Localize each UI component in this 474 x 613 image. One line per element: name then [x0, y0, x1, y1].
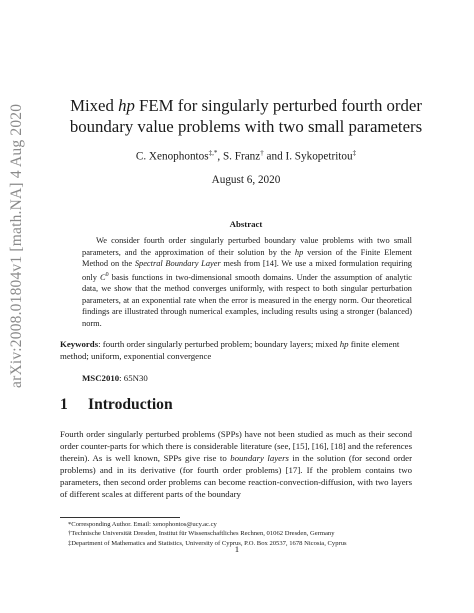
- footnote-rule: [60, 517, 180, 518]
- introduction-paragraph: [60, 428, 412, 501]
- section-title: Introduction: [88, 396, 173, 413]
- paper-date: August 6, 2020: [211, 174, 281, 186]
- arxiv-identifier[interactable]: arXiv:2008.01804v1 [math.NA] 4 Aug 2020: [8, 103, 25, 388]
- footnote-text[interactable]: *Corresponding Author. Email: xenophontos@ucy.ac.cy: [68, 521, 217, 528]
- abstract-text: basis functions in two-dimensional smooth domains. Under the assumption of analytic data, we show that the method converges uniformly, with respect to both singular perturbation parameters, at an exponential rate when the error is measured in the energy norm. Our theoretical findings are illustrated through numerical examples, including results using a stronger (balanced) norm.: [82, 272, 412, 328]
- intro-text: Fourth order singularly perturbed problems (SPPs) have not been studied as much as their second order counter-parts for which there is considerable literature (see, [15], [16], [18] and the references therein). As is well known, SPPs give rise to: [60, 429, 412, 464]
- keywords-text: finite element method; uniform, exponential convergence: [60, 339, 400, 361]
- title-part: Mixed: [70, 96, 119, 115]
- section-heading: [60, 396, 173, 414]
- keywords: [60, 338, 412, 362]
- abstract-hp: hp: [294, 247, 304, 257]
- abstract-sbl: Spectral Boundary Layer: [134, 259, 221, 269]
- intro-text: in the solution (for second order problems) and in its derivative (for fourth order problems) [17]. If the problem contains two parameters, then second order problems can become reaction-convection-diffusion, with two layers of different scales at different parts of the boundary: [60, 453, 412, 500]
- author-list: [60, 149, 432, 163]
- author-mark[interactable]: ‡: [352, 149, 357, 157]
- title-part: FEM for singularly perturbed fourth order: [134, 96, 422, 115]
- intro-emphasis: boundary layers: [230, 453, 289, 464]
- keywords-hp: hp: [339, 339, 349, 349]
- msc-label: MSC2010: [82, 373, 120, 383]
- paper-title: [60, 95, 432, 137]
- footnote-corresponding: [60, 520, 412, 529]
- author-mark[interactable]: †: [260, 149, 264, 157]
- page-number: 1: [234, 544, 240, 554]
- msc-classification: [82, 373, 148, 383]
- author-name: C. Xenophontos: [135, 150, 209, 163]
- abstract-c0: C: [100, 272, 106, 282]
- author-name: , S. Franz: [217, 150, 261, 163]
- msc-value: : 65N30: [119, 373, 148, 383]
- abstract-text: We consider fourth order singularly perturbed boundary value problems with two small parameters, and the approximation of their solution by the: [82, 236, 412, 257]
- author-mark[interactable]: ‡,*: [208, 149, 218, 157]
- section-number: 1: [60, 396, 68, 413]
- abstract-c0-sup: 0: [105, 271, 109, 278]
- title-hp: hp: [118, 96, 135, 115]
- keywords-label: Keywords: [60, 339, 99, 349]
- footnote-dresden: †Technische Universität Dresden, Institut für Wissenschaftliches Rechnen, 01062 Dresden, Germany: [68, 530, 335, 538]
- abstract-text: mesh from [14]. We use a mixed formulation requiring only: [82, 259, 412, 282]
- abstract-heading: Abstract: [229, 219, 263, 229]
- author-name: and I. Sykopetritou: [263, 150, 353, 163]
- abstract-text: version of the Finite Element Method on the: [82, 247, 413, 269]
- keywords-text: : fourth order singularly perturbed problem; boundary layers; mixed: [98, 339, 340, 349]
- footnote-cyprus: ‡Department of Mathematics and Statistics, University of Cyprus, P.O. Box 20537, 1678 Nicosia, Cyprus: [68, 539, 347, 547]
- abstract-body: [82, 235, 412, 330]
- title-line-2: boundary value problems with two small parameters: [69, 117, 423, 136]
